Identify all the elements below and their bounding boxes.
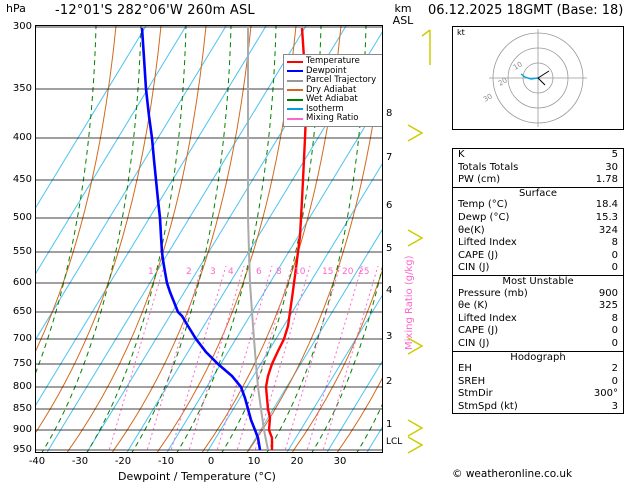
index-row	[453, 225, 623, 238]
mixing-ratio-tick: 1	[148, 267, 154, 277]
temperature-tick: -10	[157, 456, 175, 467]
index-label: Temp (°C)	[458, 199, 508, 211]
index-row	[453, 325, 623, 338]
temperature-tick: 20	[290, 456, 304, 467]
mixing-ratio-tick: 20	[342, 267, 354, 277]
index-value: 5	[611, 149, 618, 160]
pressure-tick: 700	[12, 333, 32, 344]
mixing-ratio-tick: 8	[276, 267, 282, 277]
hodograph-svg	[453, 27, 623, 129]
index-label: Lifted Index	[458, 312, 517, 324]
index-value: 18.4	[595, 199, 618, 211]
index-value: 0	[611, 337, 618, 349]
mixing-ratio-tick: 3	[210, 267, 216, 277]
mixing-ratio-tick: 10	[294, 267, 306, 277]
lcl-label: LCL	[386, 437, 403, 447]
index-value: 0	[611, 375, 618, 387]
index-label: CIN (J)	[458, 337, 490, 349]
index-label: SREH	[458, 375, 486, 387]
index-row	[453, 212, 623, 225]
legend-label: Temperature	[306, 56, 360, 66]
copyright-credit: © weatheronline.co.uk	[452, 468, 573, 480]
index-label: CIN (J)	[458, 262, 490, 274]
pressure-tick: 500	[12, 212, 32, 223]
surface-section-title: Surface	[453, 187, 623, 200]
hodograph-panel	[452, 26, 624, 130]
temperature-tick: 30	[333, 456, 347, 467]
mixing-ratio-tick: 15	[322, 267, 334, 277]
index-value: 0	[611, 249, 618, 261]
index-row	[453, 237, 623, 250]
hodograph-ring-label: 20	[497, 76, 509, 88]
index-value: 300°	[593, 388, 618, 400]
index-row	[453, 288, 623, 301]
index-value: 8	[611, 312, 618, 324]
legend-label: Dewpoint	[306, 65, 347, 76]
index-label: θe(K)	[458, 224, 485, 236]
index-row	[453, 174, 623, 187]
index-label: CAPE (J)	[458, 325, 499, 337]
most-unstable-section-title: Most Unstable	[453, 275, 623, 288]
height-tick: 1	[386, 419, 393, 430]
index-label: Pressure (mb)	[458, 287, 528, 299]
temperature-tick: 0	[207, 456, 215, 467]
hodograph-ring-label: 30	[482, 92, 494, 104]
hodograph-unit: kt	[457, 28, 465, 37]
index-row	[453, 338, 623, 351]
height-tick: 5	[386, 243, 393, 254]
pressure-tick: 650	[12, 306, 32, 317]
pressure-tick: 600	[12, 277, 32, 288]
index-label: StmSpd (kt)	[458, 400, 518, 412]
legend-label: Mixing Ratio	[306, 113, 359, 123]
pressure-tick: 750	[12, 358, 32, 369]
legend-label: Isotherm	[306, 103, 344, 114]
legend-label: Parcel Trajectory	[306, 75, 377, 85]
legend-label: Dry Adiabat	[306, 84, 357, 95]
index-label: Totals Totals	[458, 161, 519, 173]
index-value: 2	[611, 363, 618, 375]
index-row	[453, 162, 623, 175]
station-title: -12°01'S 282°06'W 260m ASL	[55, 3, 255, 18]
pressure-tick: 300	[12, 21, 32, 32]
pressure-tick: 900	[12, 424, 32, 435]
index-value: 3	[611, 400, 618, 412]
index-value: 30	[605, 161, 618, 173]
index-label: EH	[458, 363, 472, 375]
index-value: 1.78	[595, 174, 618, 186]
height-tick: 6	[386, 200, 393, 211]
index-value: 0	[611, 262, 618, 274]
pressure-tick: 950	[12, 444, 32, 455]
index-label: Dewp (°C)	[458, 211, 510, 223]
mixing-ratio-tick: 6	[256, 267, 262, 277]
legend-label: Wet Adiabat	[306, 94, 358, 104]
hodograph-ring-label: 10	[512, 60, 524, 72]
index-value: 15.3	[595, 211, 618, 223]
index-row	[453, 363, 623, 376]
height-tick: 2	[386, 376, 393, 387]
height-tick: 4	[386, 285, 393, 296]
height-axis-unit: km	[394, 2, 412, 15]
pressure-tick: 350	[12, 83, 32, 94]
chart-legend	[283, 54, 383, 127]
pressure-tick: 800	[12, 381, 32, 392]
temperature-tick: -30	[71, 456, 89, 467]
index-row	[453, 376, 623, 389]
temperature-tick: 10	[247, 456, 261, 467]
index-label: Lifted Index	[458, 237, 517, 249]
index-value: 325	[598, 300, 618, 312]
indices-table	[452, 148, 624, 414]
height-tick: 7	[386, 152, 393, 163]
index-row	[453, 250, 623, 263]
index-value: 900	[598, 287, 618, 299]
index-row	[453, 300, 623, 313]
pressure-tick: 450	[12, 174, 32, 185]
pressure-tick: 550	[12, 246, 32, 257]
pressure-tick: 850	[12, 403, 32, 414]
mixing-ratio-tick: 2	[186, 267, 192, 277]
index-label: K	[458, 149, 465, 160]
index-row	[453, 313, 623, 326]
index-row	[453, 149, 623, 162]
temperature-tick: -20	[114, 456, 132, 467]
temperature-tick: -40	[28, 456, 46, 467]
height-tick: 8	[386, 108, 393, 119]
height-axis-reference: ASL	[392, 14, 414, 27]
mixing-ratio-tick: 25	[358, 267, 370, 277]
skewt-plot-area	[35, 25, 383, 453]
index-label: θe (K)	[458, 300, 488, 312]
index-row	[453, 199, 623, 212]
index-row	[453, 262, 623, 275]
wind-barb-column	[400, 25, 450, 455]
mixing-ratio-tick: 4	[228, 267, 234, 277]
x-axis-title: Dewpoint / Temperature (°C)	[118, 470, 276, 483]
index-value: 0	[611, 325, 618, 337]
forecast-datetime: 06.12.2025 18GMT (Base: 18)	[428, 3, 624, 18]
index-value: 324	[598, 224, 618, 236]
legend-item-mixing-ratio	[287, 114, 383, 124]
pressure-tick: 400	[12, 132, 32, 143]
height-tick: 3	[386, 331, 393, 342]
index-row	[453, 401, 623, 414]
index-label: CAPE (J)	[458, 249, 499, 261]
index-label: PW (cm)	[458, 174, 501, 186]
index-value: 8	[611, 237, 618, 249]
pressure-axis-unit: hPa	[6, 2, 26, 15]
index-label: StmDir	[458, 388, 493, 400]
mixing-ratio-axis-title: Mixing Ratio (g/kg)	[404, 255, 415, 350]
hodograph-section-title: Hodograph	[453, 351, 623, 364]
index-row	[453, 388, 623, 401]
